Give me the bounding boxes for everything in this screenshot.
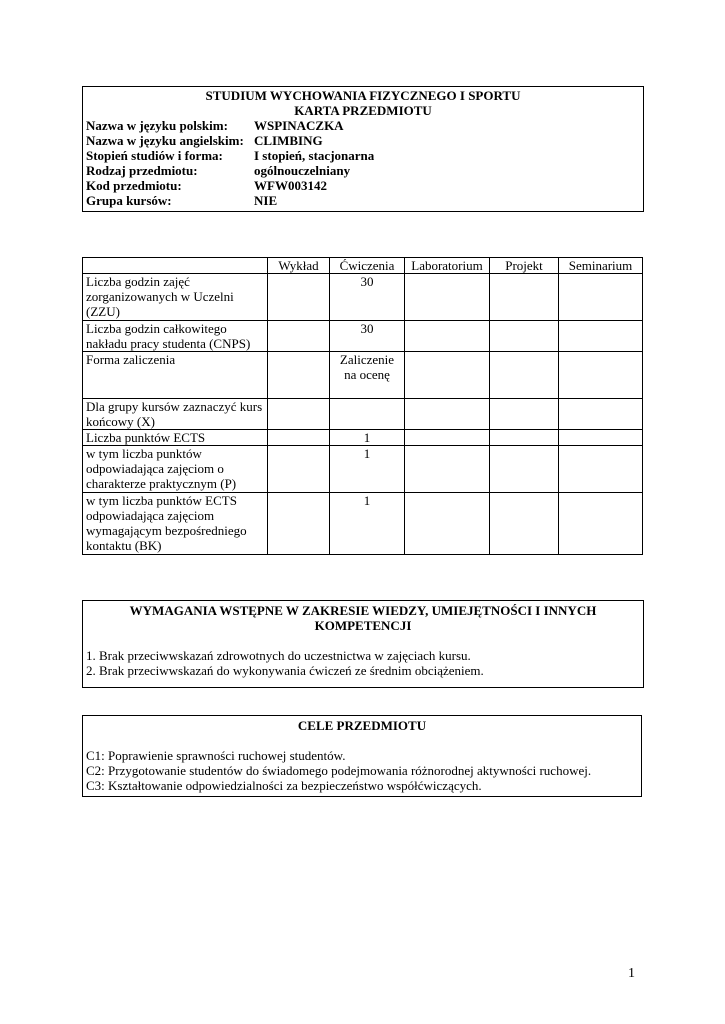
table-cell: [405, 493, 490, 555]
column-header: Projekt: [490, 258, 559, 274]
table-row: [83, 430, 643, 446]
table-cell: 1: [330, 430, 405, 446]
header-row-value: NIE: [254, 193, 278, 208]
table-cell: [405, 430, 490, 446]
goal-item: C1: Poprawienie sprawności ruchowej studentów.: [86, 748, 346, 763]
table-cell: [268, 274, 330, 321]
requirements-title: WYMAGANIA WSTĘPNE W ZAKRESIE WIEDZY, UMIEJĘTNOŚCI I INNYCH KOMPETENCJI: [129, 603, 597, 633]
column-header: Laboratorium: [405, 258, 490, 274]
hours-table: [82, 257, 643, 555]
table-cell: [268, 321, 330, 352]
study-title: STUDIUM WYCHOWANIA FIZYCZNEGO I SPORTU: [205, 88, 521, 103]
header-row-value: WFW003142: [254, 178, 327, 193]
table-cell: [490, 430, 559, 446]
header-row-label: Kod przedmiotu:: [86, 178, 182, 193]
requirement-item: 2. Brak przeciwwskazań do wykonywania ćwiczeń ze średnim obciążeniem.: [86, 663, 484, 678]
header-row-label: Grupa kursów:: [86, 193, 172, 208]
table-cell: [559, 430, 643, 446]
header-row-label: Nazwa w języku angielskim:: [86, 133, 244, 148]
table-cell: [490, 321, 559, 352]
table-row: [83, 446, 643, 493]
header-row: [86, 163, 640, 178]
row-label: Dla grupy kursów zaznaczyć kurs końcowy (X): [83, 399, 268, 430]
column-header: Wykład: [268, 258, 330, 274]
table-cell: [490, 446, 559, 493]
table-row: [83, 352, 643, 399]
table-cell: [268, 352, 330, 399]
header-row: [86, 148, 640, 163]
goal-item: C3: Kształtowanie odpowiedzialności za bezpieczeństwo współćwiczących.: [86, 778, 482, 793]
table-cell: [268, 493, 330, 555]
card-title: KARTA PRZEDMIOTU: [294, 103, 432, 118]
requirement-item: 1. Brak przeciwwskazań zdrowotnych do uczestnictwa w zajęciach kursu.: [86, 648, 471, 663]
table-cell: [405, 399, 490, 430]
header-row-value: I stopień, stacjonarna: [254, 148, 375, 163]
table-row: [83, 493, 643, 555]
table-cell: [490, 493, 559, 555]
row-label: w tym liczba punktów odpowiadająca zajęciom o charakterze praktycznym (P): [83, 446, 268, 493]
table-cell: [490, 352, 559, 399]
table-cell: [559, 352, 643, 399]
table-cell: [268, 399, 330, 430]
table-header-row: [83, 258, 643, 274]
row-label: Liczba godzin zajęć zorganizowanych w Uczelni (ZZU): [83, 274, 268, 321]
page-number: 1: [628, 966, 635, 981]
table-cell: [268, 446, 330, 493]
table-cell: [559, 274, 643, 321]
table-cell: [330, 399, 405, 430]
header-row-label: Stopień studiów i forma:: [86, 148, 223, 163]
requirements-section: [82, 600, 644, 688]
table-cell: [405, 352, 490, 399]
table-cell: [559, 399, 643, 430]
row-label: Liczba punktów ECTS: [83, 430, 268, 446]
goals-section: [82, 715, 642, 797]
header-row: [86, 118, 640, 133]
table-cell: 1: [330, 446, 405, 493]
table-cell: Zaliczenie na ocenę: [330, 352, 405, 399]
table-cell: 1: [330, 493, 405, 555]
header-row: [86, 178, 640, 193]
header-row-value: CLIMBING: [254, 133, 323, 148]
table-cell: [405, 274, 490, 321]
column-header: Seminarium: [559, 258, 643, 274]
table-row: [83, 321, 643, 352]
table-row: [83, 399, 643, 430]
row-label: w tym liczba punktów ECTS odpowiadająca zajęciom wymagającym bezpośredniego kontaktu (BK): [83, 493, 268, 555]
table-cell: [490, 399, 559, 430]
header-row: [86, 133, 640, 148]
table-cell: 30: [330, 274, 405, 321]
table-cell: [268, 430, 330, 446]
row-label: Liczba godzin całkowitego nakładu pracy studenta (CNPS): [83, 321, 268, 352]
table-cell: [559, 446, 643, 493]
goals-title: CELE PRZEDMIOTU: [297, 718, 427, 733]
table-row: [83, 274, 643, 321]
header-row-label: Rodzaj przedmiotu:: [86, 163, 198, 178]
table-cell: [490, 274, 559, 321]
table-cell: [405, 446, 490, 493]
table-cell: [405, 321, 490, 352]
table-corner-cell: [83, 258, 268, 274]
header-row-label: Nazwa w języku polskim:: [86, 118, 228, 133]
table-cell: [559, 493, 643, 555]
course-header-box: [82, 86, 644, 212]
column-header: Ćwiczenia: [330, 258, 405, 274]
goal-item: C2: Przygotowanie studentów do świadomego podejmowania różnorodnej aktywności ruchowej.: [86, 763, 592, 778]
row-label: Forma zaliczenia: [83, 352, 268, 399]
header-row-value: ogólnouczelniany: [254, 163, 351, 178]
table-cell: [559, 321, 643, 352]
table-cell: 30: [330, 321, 405, 352]
header-row-value: WSPINACZKA: [254, 118, 344, 133]
header-row: [86, 193, 640, 208]
